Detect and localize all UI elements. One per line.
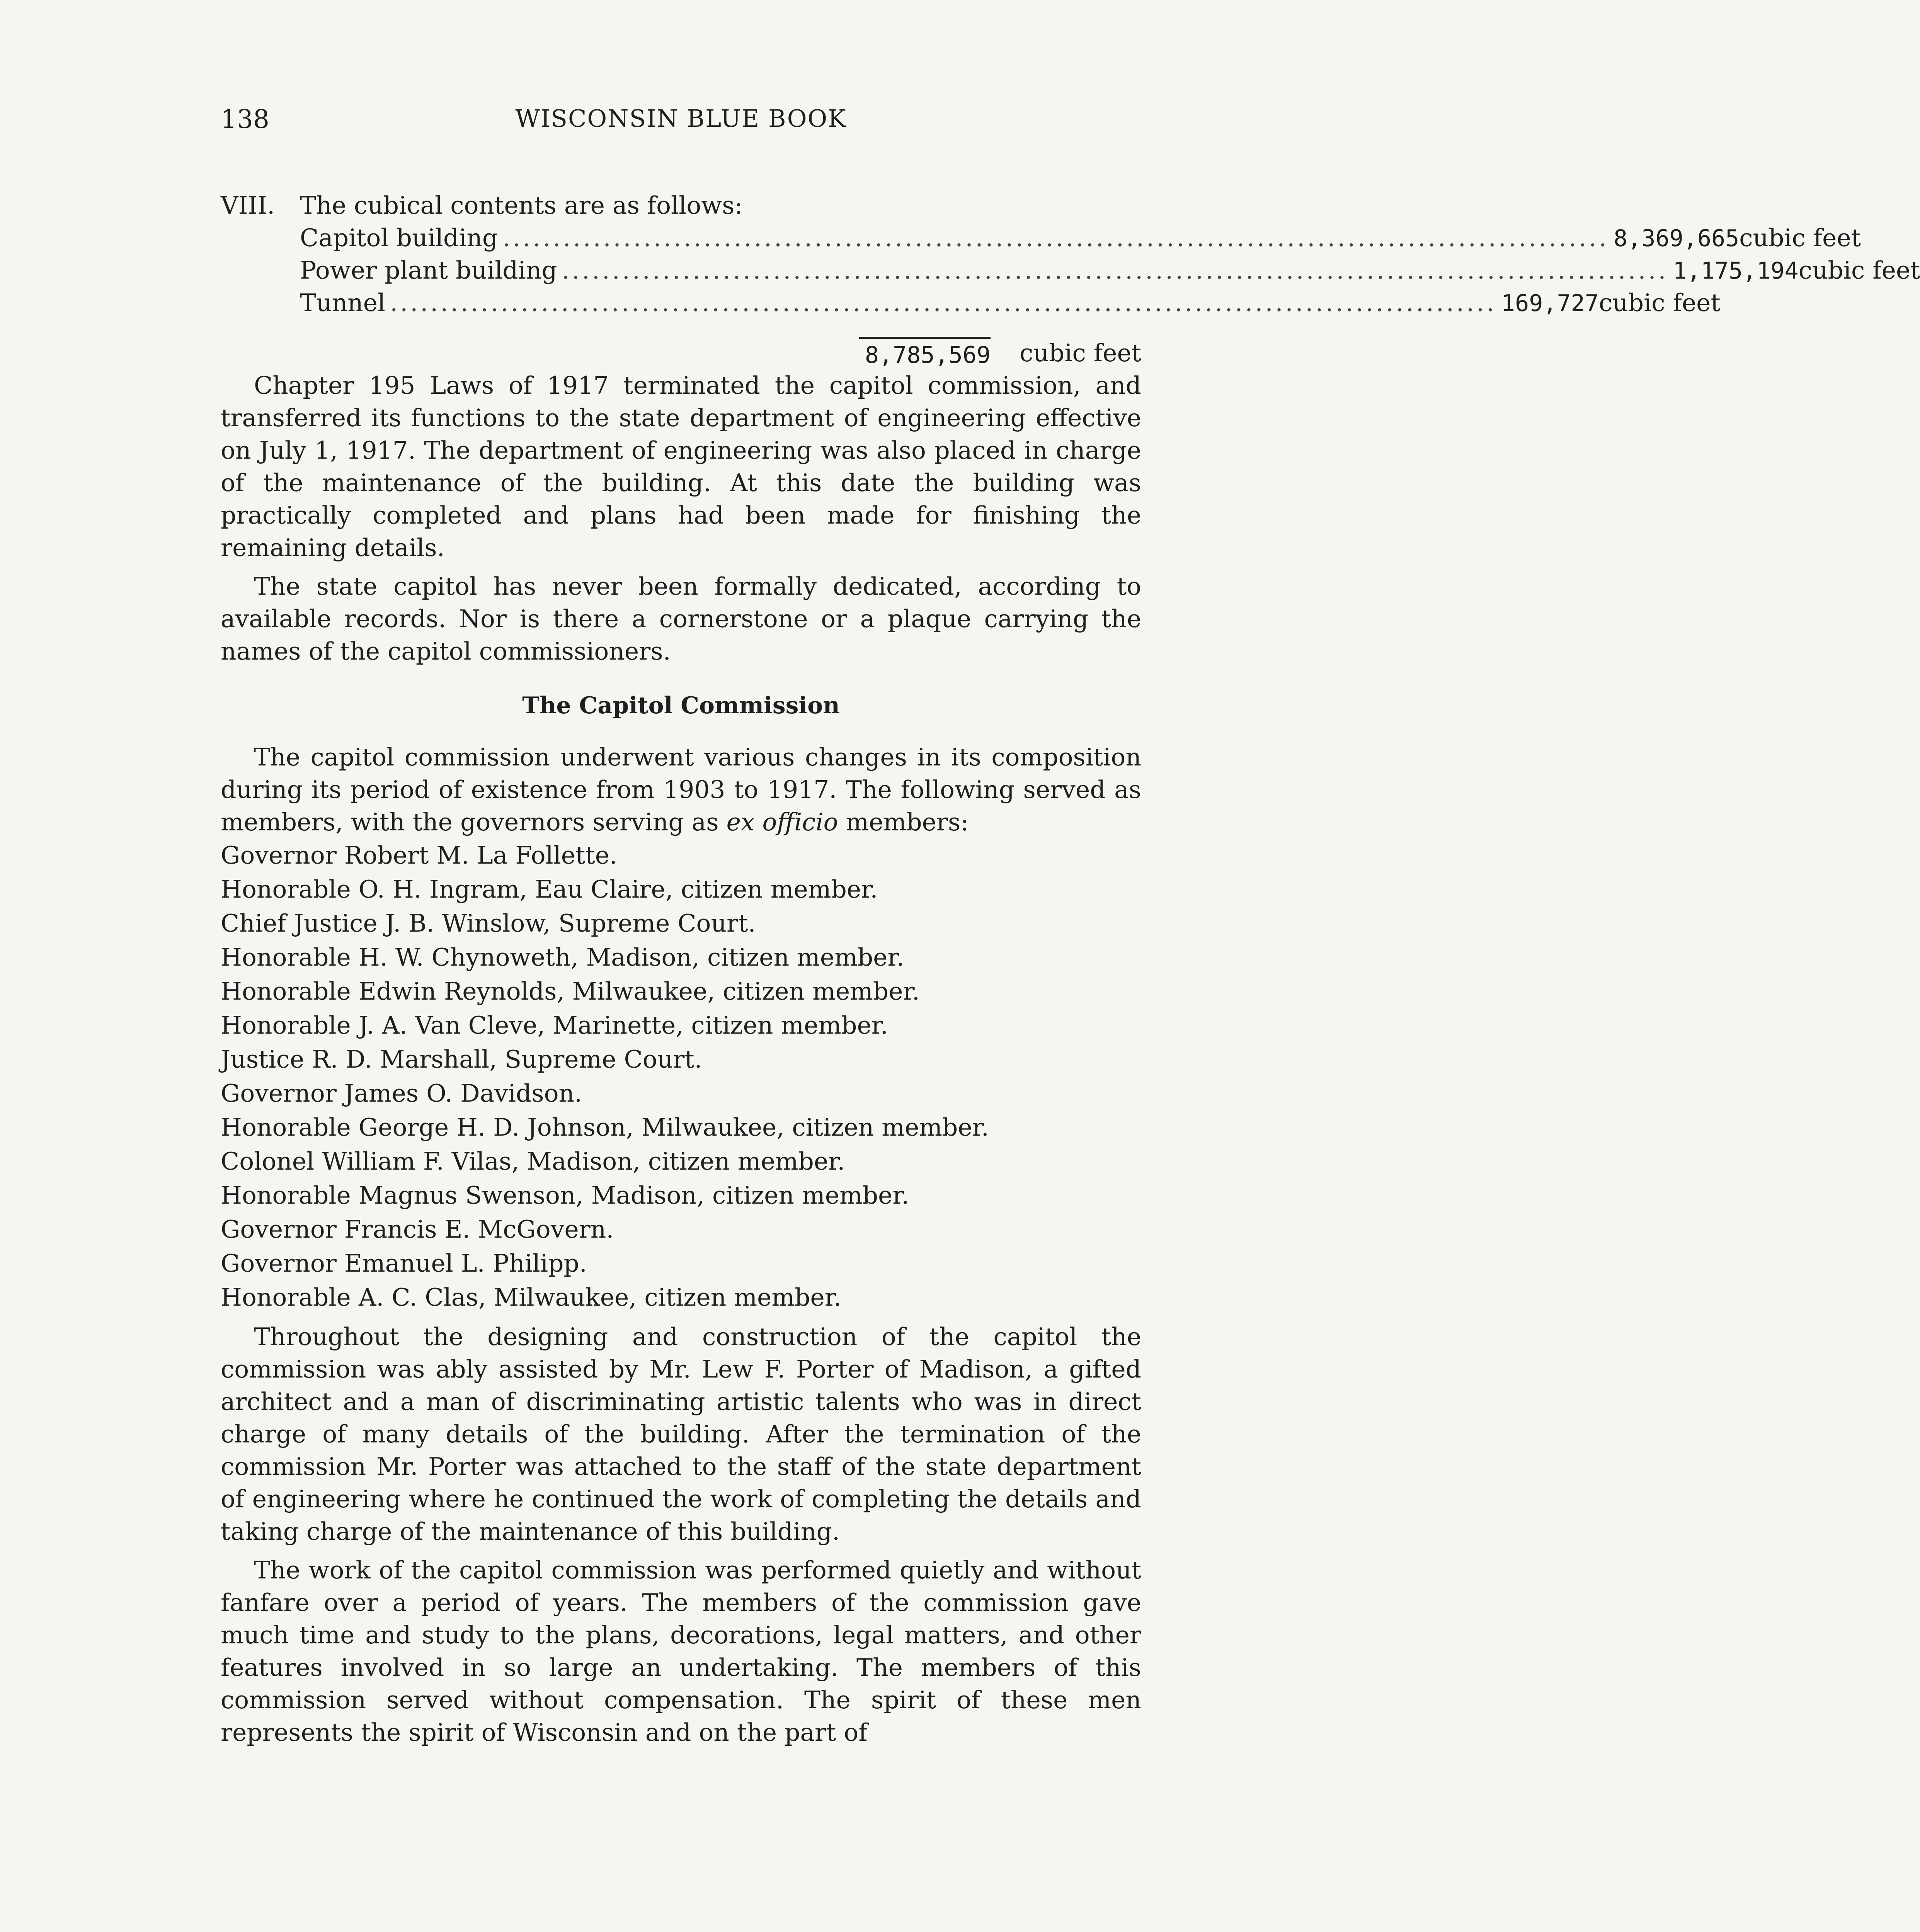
total-row	[300, 337, 1141, 369]
section-heading: The Capitol Commission	[522, 692, 840, 719]
list-item: Honorable Magnus Swenson, Madison, citizen member.	[221, 1181, 909, 1209]
row-unit: cubic feet	[1598, 289, 1721, 317]
list-item: Honorable J. A. Van Cleve, Marinette, citizen member.	[221, 1011, 888, 1039]
section-numeral: VIII.	[221, 191, 275, 219]
cubical-intro-text: The cubical contents are as follows:	[300, 191, 743, 219]
cubical-contents-table	[300, 222, 1920, 369]
total-unit: cubic feet	[1020, 339, 1141, 367]
running-title: WISCONSIN BLUE BOOK	[515, 104, 847, 133]
member-list	[221, 838, 1141, 1315]
row-unit: cubic feet	[1798, 256, 1920, 284]
leader-dots: ..............................................................................................................	[502, 224, 1609, 252]
list-item: Honorable A. C. Clas, Milwaukee, citizen member.	[221, 1283, 841, 1311]
list-item: Governor James O. Davidson.	[221, 1079, 582, 1107]
list-item: Honorable George H. D. Johnson, Milwaukee, citizen member.	[221, 1113, 989, 1141]
list-item: Governor Francis E. McGovern.	[221, 1215, 614, 1243]
row-value: 169,727	[1501, 290, 1599, 317]
row-label: Tunnel	[300, 289, 386, 317]
list-item: Honorable H. W. Chynoweth, Madison, citizen member.	[221, 943, 904, 971]
row-value: 1,175,194	[1673, 257, 1799, 284]
composition-text-end: members:	[838, 808, 969, 836]
page-number: 138	[221, 104, 269, 134]
list-item: Governor Emanuel L. Philipp.	[221, 1249, 587, 1277]
row-label: Capitol building	[300, 224, 498, 252]
list-item: Chief Justice J. B. Winslow, Supreme Court.	[221, 909, 756, 937]
table-row	[300, 254, 1920, 287]
list-item: Colonel William F. Vilas, Madison, citizen member.	[221, 1147, 845, 1175]
paragraph-composition	[221, 741, 1141, 838]
ex-officio-italic: ex officio	[726, 808, 838, 836]
table-row	[300, 222, 1861, 254]
row-value: 8,369,665	[1614, 225, 1740, 252]
composition-text-start: The capitol commission underwent various changes in its composition during its period of existence from 1903 to 1917. The following served as members, with the governors serving as	[221, 743, 1141, 836]
row-label: Power plant building	[300, 256, 557, 284]
paragraph-work: The work of the capitol commission was performed quietly and without fanfare over a period of years. The members of the commission gave much time and study to the plans, decorations, legal matters, and other features involved in so large an undertaking. The members of this commission served without compensation. The spirit of these men represents the spirit of Wisconsin and on the part of	[221, 1556, 1141, 1747]
leader-dots: ..............................................................................................................	[390, 289, 1497, 317]
total-value: 8,785,569	[859, 337, 991, 369]
table-row	[300, 287, 1721, 319]
page-body	[221, 189, 1920, 1749]
list-item: Honorable O. H. Ingram, Eau Claire, citizen member.	[221, 875, 878, 903]
list-item: Governor Robert M. La Follette.	[221, 841, 618, 869]
page-header	[221, 104, 1141, 139]
paragraph-porter: Throughout the designing and construction of the capitol the commission was ably assisted by Mr. Lew F. Porter of Madison, a gifted architect and a man of discriminating artistic talents who was in direct charge of many details of the building. After the termination of the commission Mr. Porter was attached to the staff of the state department of engineering where he continued the work of completing the details and taking charge of the maintenance of this building.	[221, 1323, 1141, 1546]
row-unit: cubic feet	[1739, 224, 1861, 252]
list-item: Honorable Edwin Reynolds, Milwaukee, citizen member.	[221, 977, 920, 1005]
leader-dots: ..............................................................................................................	[562, 256, 1668, 284]
list-item: Justice R. D. Marshall, Supreme Court.	[221, 1045, 702, 1073]
cubical-contents-intro	[221, 189, 1141, 222]
paragraph-chapter-195: Chapter 195 Laws of 1917 terminated the capitol commission, and transferred its functions to the state department of engineering effective on July 1, 1917. The department of engineering was also placed in charge of the maintenance of the building. At this date the building was practically completed and plans had been made for finishing the remaining details.	[221, 371, 1141, 562]
paragraph-dedication: The state capitol has never been formally dedicated, according to available records. Nor is there a cornerstone or a plaque carrying the names of the capitol commissioners.	[221, 572, 1141, 665]
